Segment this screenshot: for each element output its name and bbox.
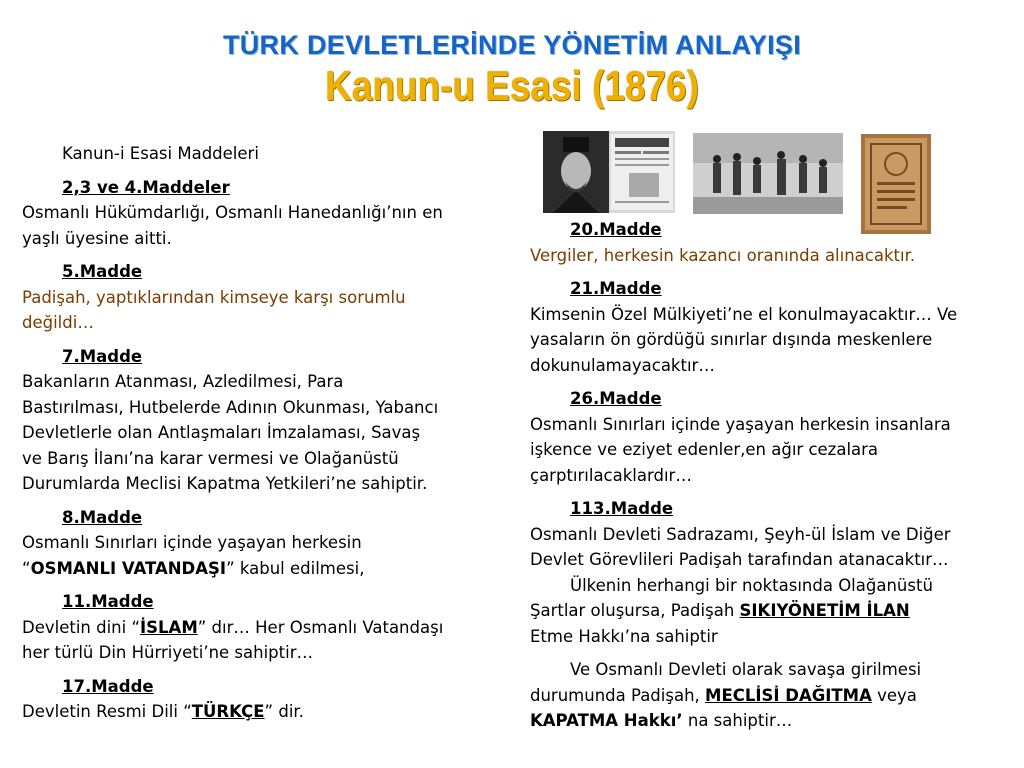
article-text: “OSMANLI VATANDAŞI” kabul edilmesi,	[22, 558, 365, 578]
article-text: Osmanlı Hükümdarlığı, Osmanlı Hanedanlığı’nın en	[22, 203, 443, 222]
page-title: TÜRK DEVLETLERİNDE YÖNETİM ANLAYIŞI	[222, 30, 802, 60]
article-text: Devlet Görevlileri Padişah tarafından atanacaktır…	[530, 550, 949, 569]
article-text: her türlü Din Hürriyeti’ne sahiptir…	[22, 643, 313, 662]
article-text: Osmanlı Sınırları içinde yaşayan herkesin	[22, 533, 362, 552]
article-text: Durumlarda Meclisi Kapatma Yetkileri’ne sahiptir.	[22, 474, 428, 493]
right-column	[530, 217, 1015, 734]
article-text: Etme Hakkı’na sahiptir	[530, 626, 718, 646]
page-subtitle: Kanun-u Esasi (1876)	[325, 62, 699, 109]
article-text: Osmanlı Sınırları içinde yaşayan herkesin insanlara	[530, 414, 951, 434]
article-heading: 113.Madde	[570, 499, 674, 518]
article-heading: 2,3 ve 4.Maddeler	[62, 177, 230, 197]
articles-heading: Kanun-i Esasi Maddeleri	[62, 144, 259, 163]
portrait-and-newspaper-image	[543, 131, 675, 213]
article-text: ve Barış İlanı’na karar vermesi ve Olağanüstü	[22, 448, 399, 468]
article-heading: 8.Madde	[62, 507, 143, 527]
article-text: Ülkenin herhangi bir noktasında Olağanüstü	[570, 575, 933, 595]
article-text: durumunda Padişah, MECLİSİ DAĞITMA veya	[530, 685, 917, 705]
article-text: Vergiler, herkesin kazancı oranında alınacaktır.	[530, 245, 916, 265]
article-heading: 20.Madde	[570, 220, 662, 239]
article-text: çarptırılacaklardır…	[530, 465, 692, 485]
article-text: yasaların ön gördüğü sınırlar dışında meskenlere	[530, 330, 933, 349]
article-text: Osmanlı Devleti Sadrazamı, Şeyh-ül İslam ve Diğer	[530, 524, 951, 544]
emphasis-text: KAPATMA Hakkı’	[530, 711, 683, 730]
article-heading: 21.Madde	[570, 279, 662, 298]
article-heading: 7.Madde	[62, 346, 143, 366]
article-text: yaşlı üyesine aitti.	[22, 228, 172, 248]
article-text: Kimsenin Özel Mülkiyeti’ne el konulmayacaktır… Ve	[530, 304, 958, 324]
article-heading: 11.Madde	[62, 592, 154, 611]
emphasis-text: İSLAM	[140, 617, 198, 637]
article-text: Devletin Resmi Dili “TÜRKÇE” dir.	[22, 702, 304, 721]
emphasis-text: TÜRKÇE	[191, 702, 265, 721]
article-heading: 5.Madde	[62, 262, 143, 281]
article-heading: 26.Madde	[570, 389, 662, 408]
emphasis-text: OSMANLI VATANDAŞI	[30, 558, 227, 578]
article-text: Şartlar oluşursa, Padişah SIKIYÖNETİM İLAN	[530, 601, 910, 620]
article-text: Padişah, yaptıklarından kimseye karşı sorumlu	[22, 287, 406, 307]
article-text: işkence ve eziyet edenler,en ağır cezalara	[530, 440, 879, 459]
article-text: Ve Osmanlı Devleti olarak savaşa girilmesi	[570, 660, 922, 679]
article-text: KAPATMA Hakkı’ na sahiptir…	[530, 711, 793, 730]
emphasis-text: SIKIYÖNETİM İLAN	[739, 601, 910, 620]
article-text: Devletlerle olan Antlaşmaları İmzalaması, Savaş	[22, 423, 421, 442]
ceremony-engraving-image	[693, 133, 843, 214]
left-column	[22, 141, 512, 725]
article-text: değildi…	[22, 313, 94, 332]
article-text: dokunulamayacaktır…	[530, 355, 715, 375]
article-text: Devletin dini “İSLAM” dır… Her Osmanlı Vatandaşı	[22, 617, 444, 637]
emphasis-text: MECLİSİ DAĞITMA	[705, 685, 872, 705]
article-heading: 17.Madde	[62, 676, 154, 696]
article-text: Bakanların Atanması, Azledilmesi, Para	[22, 372, 344, 391]
article-text: Bastırılması, Hutbelerde Adının Okunması, Yabancı	[22, 397, 439, 417]
